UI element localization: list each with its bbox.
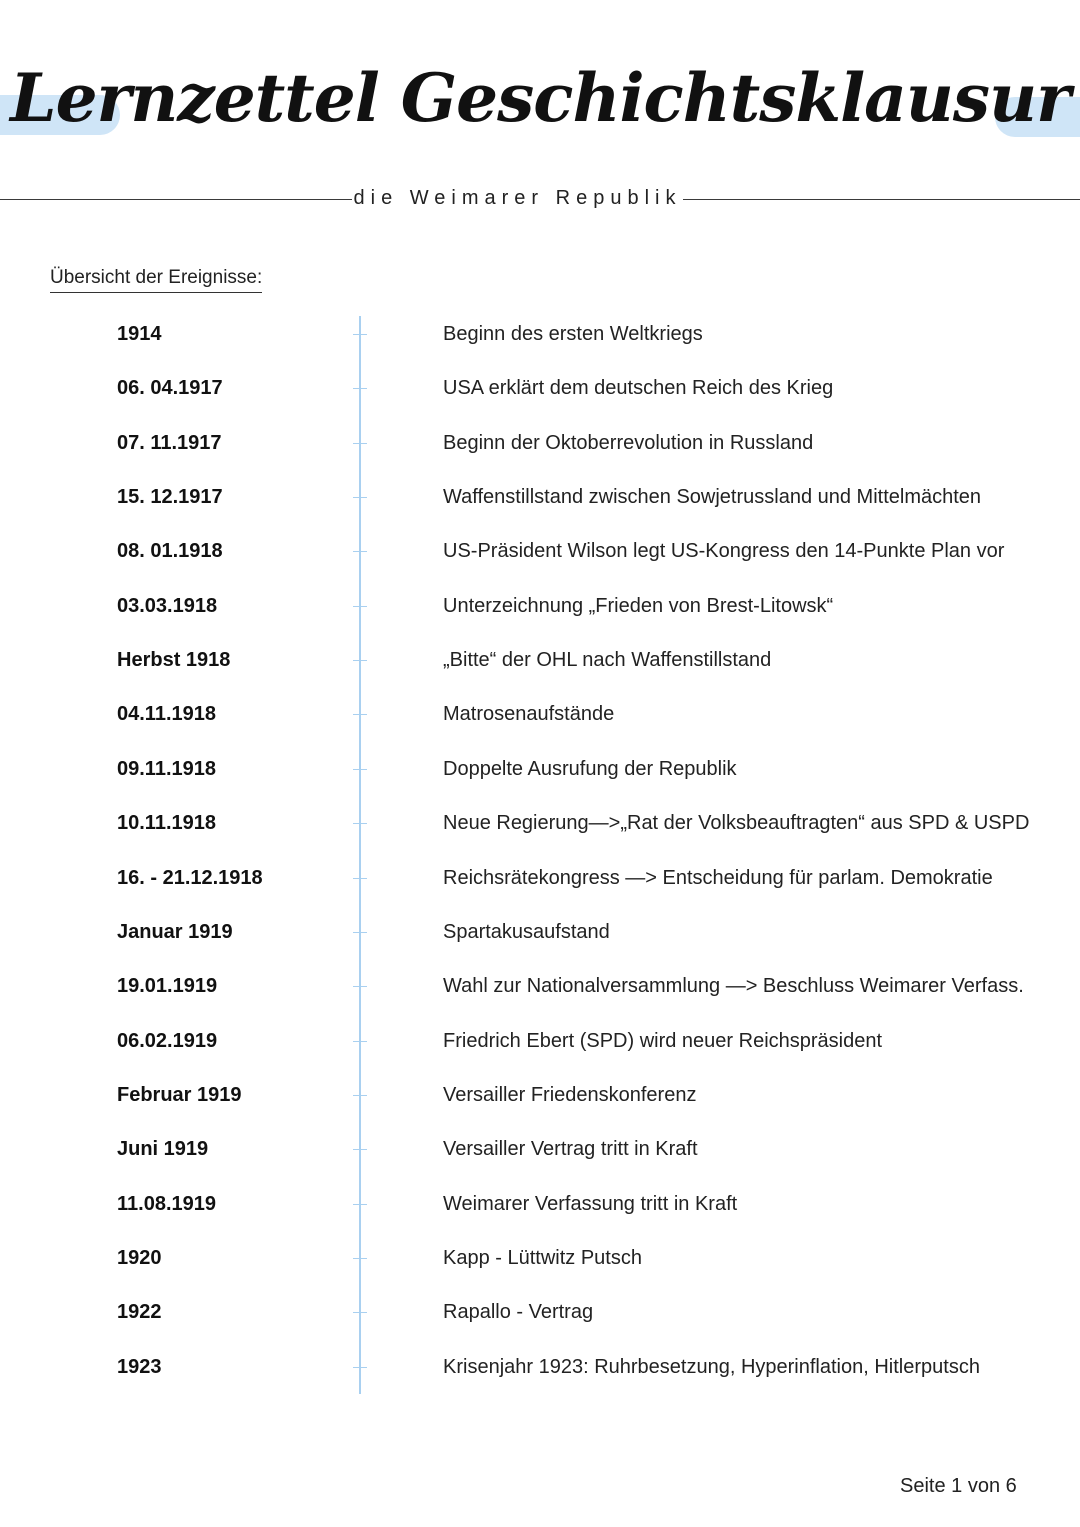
timeline-date: Januar 1919: [117, 920, 233, 943]
timeline-entry: [0, 314, 1080, 354]
timeline-event: Matrosenaufstände: [443, 703, 615, 726]
timeline-tick: [353, 1095, 367, 1096]
timeline-event: Beginn des ersten Weltkriegs: [443, 323, 703, 345]
timeline-event: Spartakusaufstand: [443, 920, 610, 943]
timeline-date: 19.01.1919: [117, 975, 218, 998]
timeline-entry: [0, 966, 1080, 1006]
timeline-event: USA erklärt dem deutschen Reich des Krieg: [443, 377, 834, 400]
timeline-date: 1922: [117, 1301, 162, 1324]
timeline-tick: [353, 823, 367, 824]
timeline-event: „Bitte“ der OHL nach Waffenstillstand: [443, 649, 772, 672]
timeline-date: 16. - 21.12.1918: [117, 866, 263, 889]
timeline-event: Weimarer Verfassung tritt in Kraft: [443, 1192, 738, 1215]
timeline-entry: [0, 694, 1080, 734]
timeline-tick: [353, 388, 367, 389]
timeline-date: 1914: [117, 323, 162, 345]
timeline-tick: [353, 1041, 367, 1042]
timeline-entry: [0, 858, 1080, 898]
timeline-tick: [353, 932, 367, 933]
timeline-tick: [353, 1367, 367, 1368]
timeline-tick: [353, 443, 367, 444]
page-number: Seite 1 von 6: [900, 1475, 1017, 1497]
timeline-event: Beginn der Oktoberrevolution in Russland: [443, 431, 814, 454]
timeline-entry: [0, 531, 1080, 571]
timeline-tick: [353, 551, 367, 552]
timeline-event: Friedrich Ebert (SPD) wird neuer Reichspräsident: [443, 1029, 883, 1052]
timeline-tick: [353, 1149, 367, 1150]
timeline-date: 06.02.1919: [117, 1029, 218, 1052]
timeline-entry: [0, 1238, 1080, 1278]
timeline-date: 11.08.1919: [117, 1192, 216, 1215]
timeline-date: 1920: [117, 1246, 162, 1269]
timeline-entry: [0, 1347, 1080, 1387]
timeline-entry: [0, 749, 1080, 789]
timeline-entry: [0, 1129, 1080, 1169]
timeline-date: Herbst 1918: [117, 649, 231, 672]
timeline-tick: [353, 660, 367, 661]
timeline-event: Wahl zur Nationalversammlung —> Beschluss Weimarer Verfass.: [443, 975, 1024, 998]
timeline-entry: [0, 477, 1080, 517]
timeline-tick: [353, 1312, 367, 1313]
timeline-event: Versailler Friedenskonferenz: [443, 1083, 697, 1106]
timeline-entry: [0, 1021, 1080, 1061]
section-heading: Übersicht der Ereignisse:: [50, 266, 262, 293]
timeline-event: Unterzeichnung „Frieden von Brest-Litowsk“: [443, 594, 834, 617]
timeline-tick: [353, 714, 367, 715]
divider-left: [0, 199, 352, 200]
timeline-date: 06. 04.1917: [117, 377, 223, 400]
timeline-entry: [0, 368, 1080, 408]
timeline-date: 10.11.1918: [117, 812, 216, 835]
timeline-event: Doppelte Ausrufung der Republik: [443, 757, 737, 780]
timeline-date: 1923: [117, 1355, 162, 1378]
timeline-date: 03.03.1918: [117, 594, 218, 617]
timeline-entry: [0, 640, 1080, 680]
timeline-event: Neue Regierung—>„Rat der Volksbeauftragten“ aus SPD & USPD: [443, 812, 1030, 835]
timeline-date: 15. 12.1917: [117, 486, 223, 509]
page-subtitle: die Weimarer Republik: [353, 187, 682, 209]
timeline-tick: [353, 606, 367, 607]
timeline-entry: [0, 912, 1080, 952]
page-title: Lernzettel Geschichtsklausur: [10, 59, 1070, 137]
timeline-event: Reichsrätekongress —> Entscheidung für parlam. Demokratie: [443, 866, 993, 889]
timeline-entry: [0, 1184, 1080, 1224]
timeline-event: Kapp - Lüttwitz Putsch: [443, 1246, 642, 1269]
timeline-date: 04.11.1918: [117, 703, 216, 726]
timeline-tick: [353, 878, 367, 879]
timeline-tick: [353, 497, 367, 498]
timeline-event: Rapallo - Vertrag: [443, 1301, 594, 1324]
timeline-date: 09.11.1918: [117, 757, 216, 780]
timeline-event: Krisenjahr 1923: Ruhrbesetzung, Hyperinflation, Hitlerputsch: [443, 1355, 980, 1378]
timeline-tick: [353, 1258, 367, 1259]
timeline-tick: [353, 1204, 367, 1205]
timeline-date: 07. 11.1917: [117, 431, 222, 454]
timeline-event: Versailler Vertrag tritt in Kraft: [443, 1138, 698, 1161]
timeline-event: US-Präsident Wilson legt US-Kongress den 14-Punkte Plan vor: [443, 540, 1005, 563]
timeline-date: 08. 01.1918: [117, 540, 223, 563]
timeline-event: Waffenstillstand zwischen Sowjetrussland und Mittelmächten: [443, 486, 982, 509]
timeline-entry: [0, 1075, 1080, 1115]
timeline-tick: [353, 334, 367, 335]
timeline-entry: [0, 423, 1080, 463]
timeline-date: Juni 1919: [117, 1138, 209, 1161]
timeline-entry: [0, 586, 1080, 626]
timeline-date: Februar 1919: [117, 1083, 242, 1106]
divider-right: [683, 199, 1080, 200]
timeline-tick: [353, 769, 367, 770]
timeline-tick: [353, 986, 367, 987]
timeline-entry: [0, 1292, 1080, 1332]
timeline-entry: [0, 803, 1080, 843]
